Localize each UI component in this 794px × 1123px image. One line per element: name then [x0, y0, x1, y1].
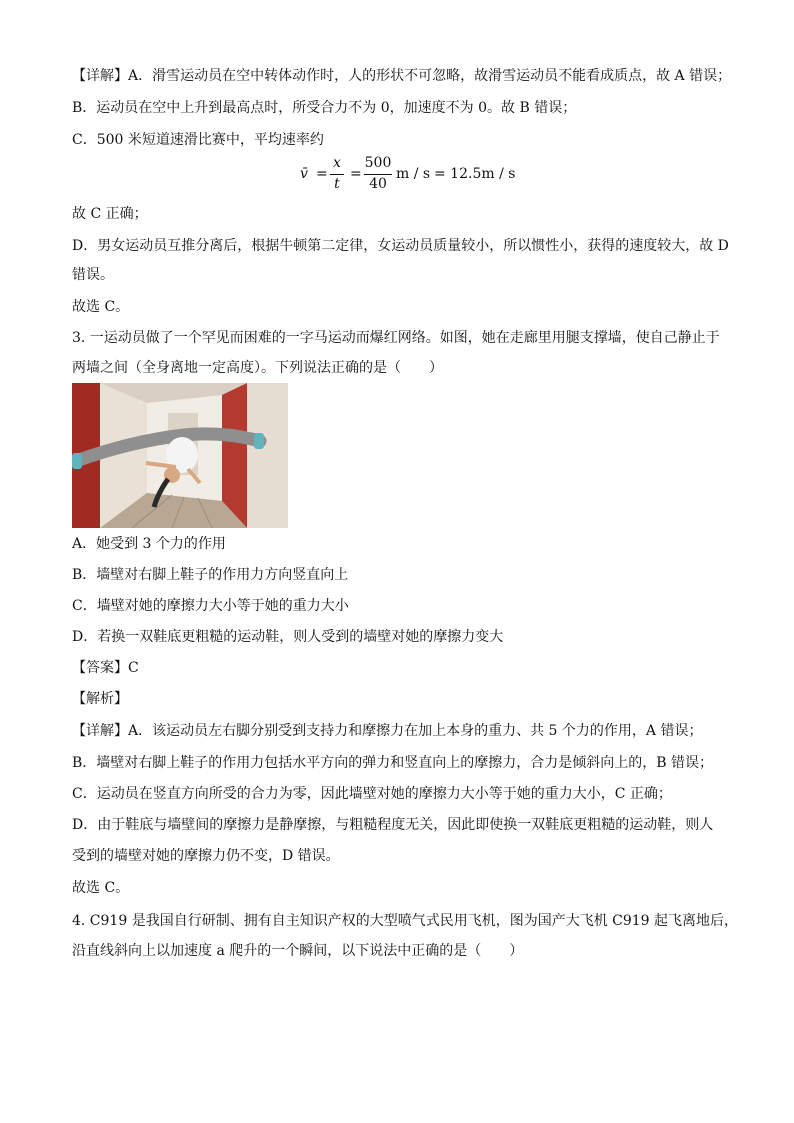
question-4-stem-b: 沿直线斜向上以加速度 a 爬升的一个瞬间，以下说法中正确的是（ ）	[72, 943, 524, 959]
formula-fraction-xt	[330, 155, 344, 194]
explanation-line-c: C．500 米短道速滑比赛中，平均速率约	[72, 132, 324, 148]
detail-line-b: B．墙壁对右脚上鞋子的作用力包括水平方向的弹力和竖直向上的摩擦力，合力是倾斜向上的，B 错误；	[72, 755, 714, 771]
formula-result: = 12.5m / s	[434, 166, 516, 182]
formula-fraction-500-40	[364, 155, 392, 194]
formula-unit: m / s	[396, 166, 431, 182]
option-b: B．墙壁对右脚上鞋子的作用力方向竖直向上	[72, 567, 349, 583]
fraction-numerator-500: 500	[364, 155, 392, 171]
split-athlete-photo	[72, 383, 288, 528]
explanation-line-a: 【详解】A．滑雪运动员在空中转体动作时，人的形状不可忽略，故滑雪运动员不能看成质点，故 A 错误；	[72, 68, 732, 84]
detail-line-c: C．运动员在竖直方向所受的合力为零，因此墙壁对她的摩擦力大小等于她的重力大小，C 正确；	[72, 786, 672, 802]
explanation-line-b: B．运动员在空中上升到最高点时，所受合力不为 0，加速度不为 0。故 B 错误；	[72, 100, 577, 116]
explanation-line-d: 故 C 正确；	[72, 206, 148, 222]
choice-conclusion: 故选 C。	[72, 299, 130, 315]
explanation-line-e: D．男女运动员互推分离后，根据牛顿第二定律，女运动员质量较小，所以惯性小，获得的速度较大，故 D	[72, 238, 729, 254]
detail-line-d: D．由于鞋底与墙壁间的摩擦力是静摩擦，与粗糙程度无关，因此即使换一双鞋底更粗糙的运动鞋，则人	[72, 817, 714, 833]
question-3-stem-b: 两墙之间（全身离地一定高度）。下列说法正确的是（ ）	[72, 360, 443, 376]
detail-line-a: 【详解】A．该运动员左右脚分别受到支持力和摩擦力在加上本身的重力、共 5 个力的作用，A 错误；	[72, 723, 703, 739]
detail-line-e: 受到的墙壁对她的摩擦力仍不变，D 错误。	[72, 848, 340, 864]
answer-label: 【答案】C	[72, 660, 139, 676]
question-3-stem-a: 3. 一运动员做了一个罕见而困难的一字马运动而爆红网络。如图，她在走廊里用腿支撑墙，使自己静止于	[72, 330, 720, 346]
fraction-bar	[364, 174, 392, 175]
fraction-numerator-x: x	[333, 155, 341, 171]
formula-eq2: =	[350, 166, 362, 182]
fraction-bar	[330, 174, 344, 175]
option-a: A．她受到 3 个力的作用	[72, 536, 226, 552]
fraction-denominator-40: 40	[369, 176, 387, 192]
question-4-stem-a: 4. C919 是我国自行研制、拥有自主知识产权的大型喷气式民用飞机，图为国产大飞机 C919 起飞离地后，	[72, 913, 739, 929]
analysis-label: 【解析】	[72, 691, 128, 707]
explanation-line-f: 错误。	[72, 267, 114, 283]
formula-vbar: v̄	[300, 166, 308, 182]
fraction-denominator-t: t	[334, 176, 340, 192]
option-c: C．墙壁对她的摩擦力大小等于她的重力大小	[72, 598, 349, 614]
option-d: D．若换一双鞋底更粗糙的运动鞋，则人受到的墙壁对她的摩擦力变大	[72, 629, 504, 645]
formula-eq1: =	[316, 166, 328, 182]
choice-conclusion-3: 故选 C。	[72, 880, 130, 896]
average-speed-formula	[300, 155, 520, 199]
